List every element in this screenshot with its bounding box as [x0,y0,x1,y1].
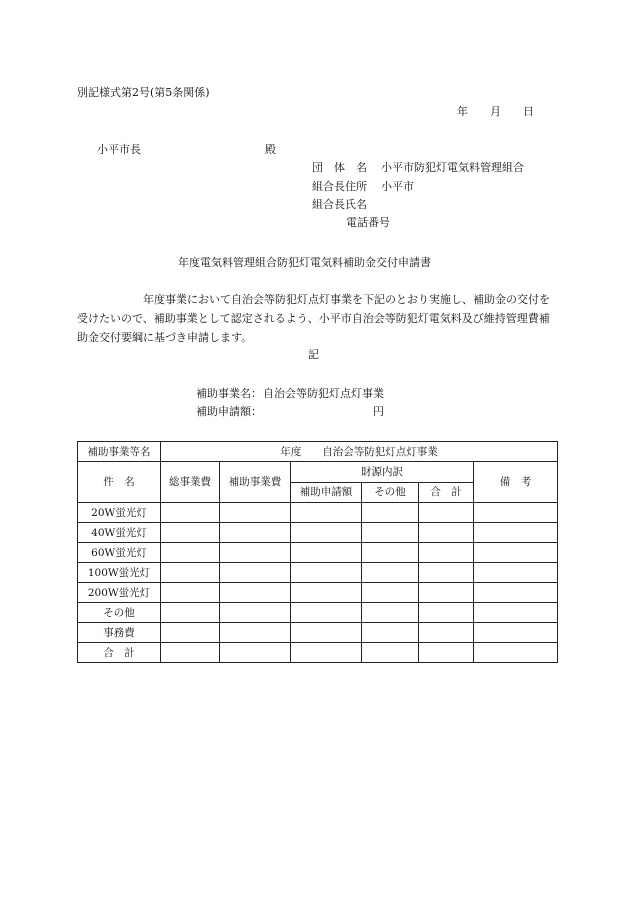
summary-project [196,387,384,401]
cell[interactable] [474,603,558,623]
cell[interactable] [220,503,291,523]
row-label: 合 計 [78,643,161,663]
cell[interactable] [161,543,220,563]
cell[interactable] [220,623,291,643]
cell[interactable] [362,543,419,563]
cell[interactable] [161,643,220,663]
cell[interactable] [161,563,220,583]
cell[interactable] [419,623,474,643]
cell[interactable] [220,643,291,663]
cell[interactable] [161,623,220,643]
table-row [78,563,558,583]
applicant-value: 小平市 [381,180,414,193]
applicant-label: 組合長住所 [312,180,367,193]
row-label: 200W蛍光灯 [78,583,161,603]
cell[interactable] [291,623,362,643]
cell[interactable] [419,543,474,563]
table-row [78,623,558,643]
cell[interactable] [474,563,558,583]
cell[interactable] [291,523,362,543]
cell[interactable] [362,523,419,543]
row-label: 20W蛍光灯 [78,503,161,523]
honorific: 殿 [265,143,276,156]
cell[interactable] [474,643,558,663]
cell[interactable] [474,623,558,643]
cell[interactable] [362,503,419,523]
header-funding: 財源内訳 [291,462,474,483]
project-value-cell: 年度 自治会等防犯灯点灯事業 [161,442,558,462]
row-label: 40W蛍光灯 [78,523,161,543]
cell[interactable] [220,543,291,563]
cell[interactable] [474,583,558,603]
cell[interactable] [474,503,558,523]
cell[interactable] [419,523,474,543]
header-other: その他 [362,482,419,503]
cell[interactable] [362,583,419,603]
applicant-label: 団 体 名 [312,161,367,174]
summary-label: 補助事業名： [196,387,262,400]
row-label: 事務費 [78,623,161,643]
header-total: 総事業費 [161,462,220,503]
applicant-value: 小平市防犯灯電気料管理組合 [381,161,524,174]
applicant-name-row [312,198,381,212]
addressee: 小平市長 [97,143,141,156]
table-row [78,583,558,603]
table-row [78,442,558,462]
cell[interactable] [291,603,362,623]
cell[interactable] [362,643,419,663]
summary-amount [196,405,384,419]
cell[interactable] [291,563,362,583]
body-paragraph: 年度事業において自治会等防犯灯点灯事業を下記のとおり実施し、補助金の交付を受けたいので、補助事業として認定されるよう、小平市自治会等防犯灯電気料及び維持管理費補助金交付要綱に基づき申請します。 [77,293,550,344]
cell[interactable] [419,603,474,623]
document-title: 年度電気料管理組合防犯灯電気料補助金交付申請書 [178,256,431,269]
phone-label: 電話番号 [346,216,390,229]
table-row [78,603,558,623]
cell[interactable] [291,543,362,563]
cell[interactable] [161,603,220,623]
cell[interactable] [419,583,474,603]
table-row [78,543,558,563]
cell[interactable] [362,563,419,583]
row-label: その他 [78,603,161,623]
summary-value: 自治会等防犯灯点灯事業 [263,387,384,400]
summary-value: 円 [373,405,384,418]
header-subsidy-project: 補助事業費 [220,462,291,503]
date-line: 年 月 日 [457,105,534,118]
cell[interactable] [419,563,474,583]
table-row [78,503,558,523]
cell[interactable] [161,523,220,543]
header-item: 件 名 [78,462,161,503]
cell[interactable] [220,523,291,543]
cell[interactable] [220,563,291,583]
row-label: 60W蛍光灯 [78,543,161,563]
cell[interactable] [220,583,291,603]
cell[interactable] [362,623,419,643]
header-sum: 合 計 [419,482,474,503]
table-row [78,643,558,663]
cell[interactable] [291,643,362,663]
ki-mark: 記 [308,348,319,361]
cell[interactable] [419,503,474,523]
cell[interactable] [474,543,558,563]
row-label: 100W蛍光灯 [78,563,161,583]
header-remarks: 備 考 [474,462,558,503]
cell[interactable] [474,523,558,543]
cell[interactable] [291,583,362,603]
applicant-label: 組合長氏名 [312,198,367,211]
table-row [78,523,558,543]
table-header-row [78,462,558,483]
applicant-address-row [312,180,414,194]
project-label-cell: 補助事業等名 [78,442,161,462]
cell[interactable] [220,603,291,623]
header-applied: 補助申請額 [291,482,362,503]
cell[interactable] [161,503,220,523]
cell[interactable] [362,603,419,623]
cell[interactable] [291,503,362,523]
summary-label: 補助申請額： [196,405,262,418]
cell[interactable] [419,643,474,663]
budget-table [77,441,558,663]
applicant-row-group [312,161,524,175]
form-number: 別記様式第2号(第5条関係) [77,86,210,99]
cell[interactable] [161,583,220,603]
